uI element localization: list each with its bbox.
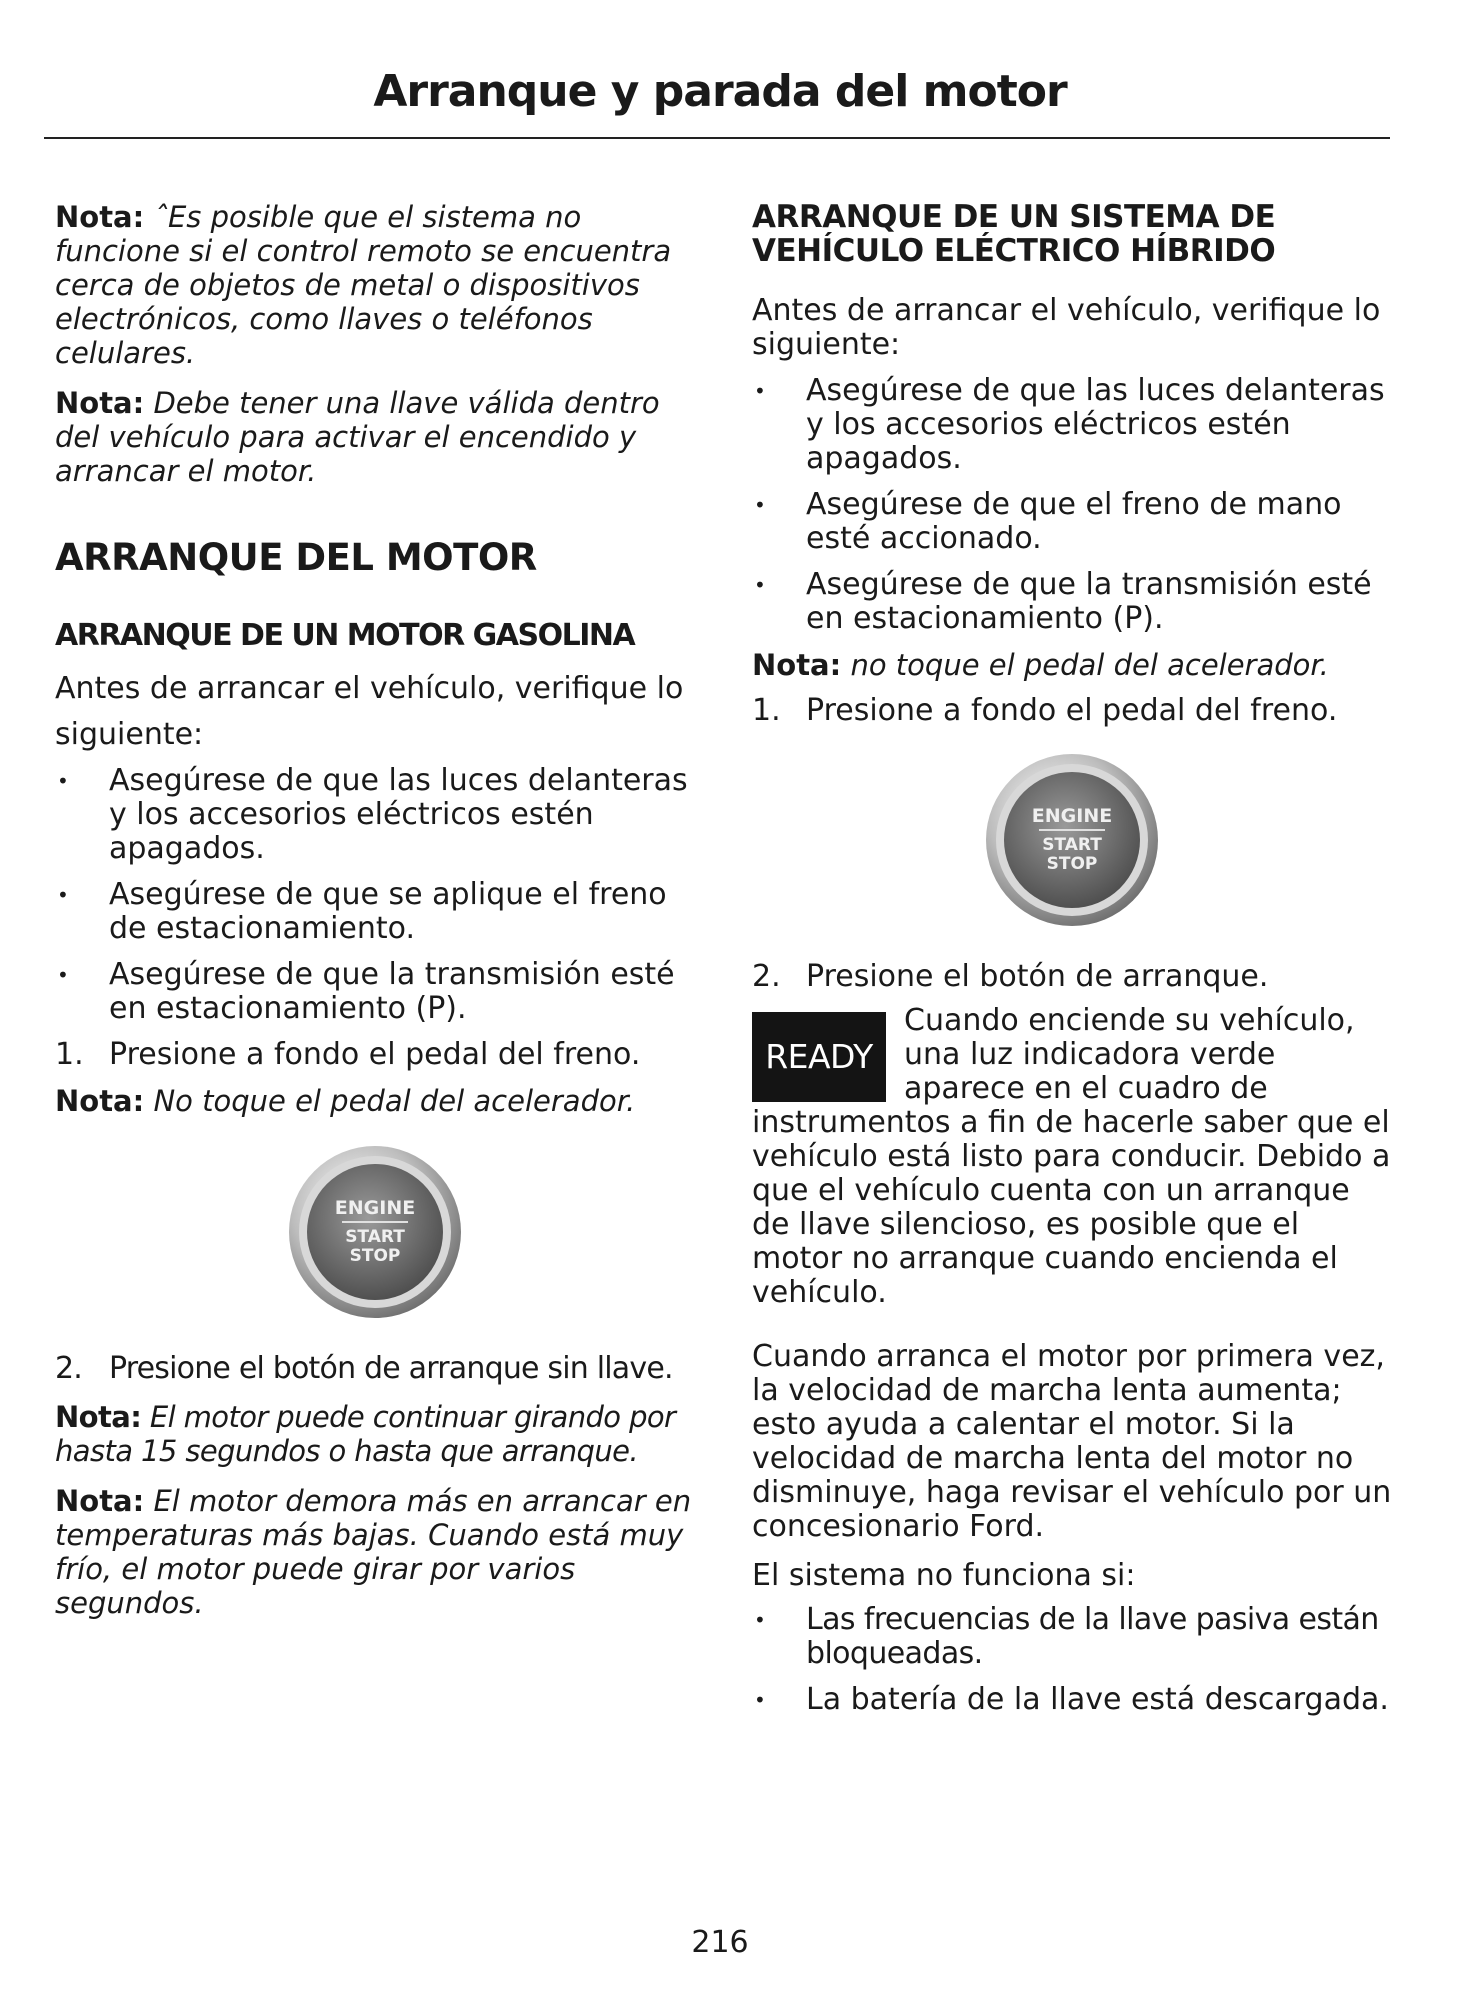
list-item: • Asegúrese de que el freno de mano esté accionado.	[752, 488, 1392, 556]
note-accelerator	[55, 1084, 695, 1118]
note-accelerator	[752, 648, 1392, 682]
checklist	[752, 374, 1392, 636]
step-text: Presione el botón de arranque.	[806, 959, 1269, 994]
step-number: 2.	[55, 1351, 83, 1386]
note-label: Nota:	[55, 386, 145, 420]
step-1	[752, 694, 1392, 728]
button-label-start: START	[1042, 835, 1102, 855]
title-divider	[44, 137, 1390, 139]
step-text: Presione a fondo el pedal del freno.	[806, 693, 1338, 728]
system-not-working-intro: El sistema no funciona si:	[752, 1558, 1136, 1593]
step-text: Presione a fondo el pedal del freno.	[109, 1037, 641, 1072]
subsection-title-gasoline: ARRANQUE DE UN MOTOR GASOLINA	[55, 618, 635, 653]
note-label: Nota:	[55, 1400, 142, 1434]
list-item: • Asegúrese de que las luces delanteras y los accesorios eléctricos estén apagados.	[752, 374, 1392, 476]
list-item: • La batería de la llave está descargada.	[752, 1683, 1392, 1717]
page-title: Arranque y parada del motor	[373, 66, 1067, 117]
note-text: ˆEs posible que el sistema no funcione si el control remoto se encuentra cerca de objetos de metal o dispositivos electrónicos, como llaves o teléfonos celulares.	[55, 200, 672, 370]
note-text: Debe tener una llave válida dentro del vehículo para activar el encendido y arrancar el motor.	[55, 386, 660, 488]
step-number: 1.	[55, 1037, 84, 1072]
note-cold-temperatures	[55, 1484, 695, 1620]
note-valid-key	[55, 386, 695, 488]
right-column	[752, 200, 1392, 1729]
button-label-start: START	[345, 1227, 405, 1247]
button-label-stop: STOP	[1046, 854, 1098, 874]
engine-button-figure	[752, 750, 1392, 930]
step-number: 2.	[752, 959, 781, 994]
section-title-hybrid: ARRANQUE DE UN SISTEMA DE VEHÍCULO ELÉCTRICO HÍBRIDO	[752, 199, 1276, 269]
note-text: No toque el pedal del acelerador.	[144, 1084, 636, 1118]
button-label-stop: STOP	[349, 1246, 401, 1266]
note-label: Nota:	[752, 648, 842, 682]
list-item: • Asegúrese de que la transmisión esté en estacionamiento (P).	[55, 958, 695, 1026]
note-cranking-duration	[55, 1400, 695, 1468]
note-text: El motor demora más en arrancar en temperaturas más bajas. Cuando está muy frío, el motor puede girar por varios segundos.	[55, 1484, 692, 1620]
idle-speed-paragraph: Cuando arranca el motor por primera vez, la velocidad de marcha lenta aumenta; esto ayuda a calentar el motor. Si la velocidad de marcha lenta del motor no disminuye, haga revisar el vehículo por un concesionario Ford.	[752, 1339, 1392, 1544]
step-number: 1.	[752, 693, 781, 728]
engine-start-stop-button-icon	[285, 1142, 465, 1322]
intro-text: Antes de arrancar el vehículo, verifique lo siguiente:	[55, 671, 684, 752]
ready-text: Cuando enciende su vehículo, una luz indicadora verde aparece en el cuadro de instrumentos a fin de hacerle saber que el vehículo está listo para conducir. Debido a que el vehículo cuenta con un arranque de llave silencioso, es posible que el motor no arranque cuando encienda el vehículo.	[752, 1003, 1391, 1310]
engine-start-stop-button-icon	[982, 750, 1162, 930]
checklist	[55, 764, 695, 1026]
intro-text: Antes de arrancar el vehículo, verifique lo siguiente:	[752, 293, 1381, 362]
left-column	[55, 200, 695, 1636]
button-label-engine: ENGINE	[1031, 805, 1113, 827]
system-not-working-list	[752, 1603, 1392, 1717]
note-label: Nota:	[55, 1484, 145, 1518]
note-text: no toque el pedal del acelerador.	[841, 648, 1329, 682]
section-title-engine-start: ARRANQUE DEL MOTOR	[55, 536, 537, 579]
list-item: • Asegúrese de que las luces delanteras y los accesorios eléctricos estén apagados.	[55, 764, 695, 866]
step-1	[55, 1038, 695, 1072]
note-label: Nota:	[55, 200, 145, 234]
step-2	[752, 960, 1392, 994]
ready-indicator-icon: READY	[752, 1012, 886, 1102]
list-item: • Las frecuencias de la llave pasiva están bloqueadas.	[752, 1603, 1392, 1671]
list-item: • Asegúrese de que se aplique el freno de estacionamiento.	[55, 878, 695, 946]
step-2	[55, 1352, 695, 1386]
note-text: El motor puede continuar girando por hasta 15 segundos o hasta que arranque.	[55, 1400, 676, 1468]
page-number: 216	[691, 1925, 749, 1960]
step-text: Presione el botón de arranque sin llave.	[109, 1351, 673, 1386]
button-label-engine: ENGINE	[334, 1197, 416, 1219]
note-remote-proximity	[55, 200, 695, 370]
list-item: • Asegúrese de que la transmisión esté en estacionamiento (P).	[752, 568, 1392, 636]
note-label: Nota:	[55, 1084, 145, 1118]
engine-button-figure	[55, 1142, 695, 1322]
ready-indicator-description	[752, 1004, 1392, 1310]
